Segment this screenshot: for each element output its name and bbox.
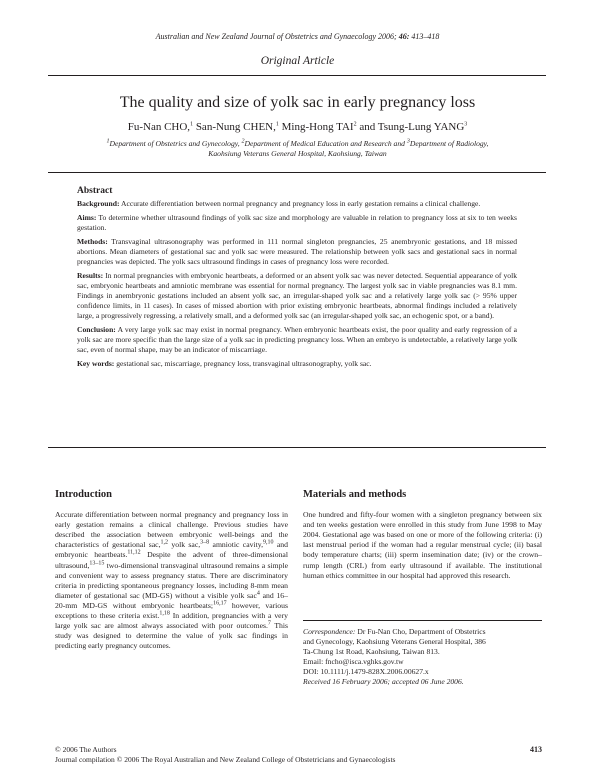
abstract-bottom-rule	[48, 447, 546, 448]
section-type: Original Article	[260, 55, 335, 67]
abstract-results: Results: In normal pregnancies with embryonic heartbeats, a deformed or an absent yolk sac was never detected. Sequential appearance of yolk sac, embryonic heartbeats and amniotic membrane was essential for normal pregnancy. The largest yolk sac in viable pregnancies was 8.1 mm. Findings in anembryonic gestations included an absent yolk sac, an irregular-shaped yolk sac and a relatively large yolk sac (> 95% upper confidence limits, in 11 cases). In cases of missed abortion with prior existing embryonic heartbeats, abnormal findings included a relatively large, a progressively regressing, a relatively small, and a deformed yolk sac (an irregular-shaped yolk sac, an echogenic spot, or a band).	[77, 271, 517, 320]
abstract-heading: Abstract	[77, 186, 113, 196]
methods-text: One hundred and fifty-four women with a singleton pregnancy between six and ten weeks gestation were enrolled in this study from June 1998 to May 2004. Gestational age was based on one or more of the following criteria: (i) last menstrual period if the woman had a regular menstrual cycle; (ii) basal body temperature charts; (iii) sperm insemination date; (iv) or the crown–rump length (CRL) from early ultrasound if available. The institutional human ethics committee in our hospital had approved this research.	[303, 510, 542, 580]
introduction-text: Accurate differentiation between normal pregnancy and pregnancy loss in early gestation remains a clinical challenge. Previous studies have described the association between embryonic well-beings and the characteristics of gestational sac,$^{1,2}$ yolk sac,$^{3-8}$ amniotic cavity,$^{9,10}$ and embryonic heartbeats.$^{11,12}$ Despite the advent of three-dimensional ultrasound,$^{13-15}$ two-dimensional transvaginal ultrasound remains a simple and convenient way to assess pregnancy status. There are discriminatory criteria in predicting spontaneous pregnancy losses, including 8-mm mean diameter of gestational sac (MD-GS) without a visible yolk sac$^4$ and 16–20-mm MD-GS without embryonic heartbeats;$^{16,17}$ however, various exceptions to these criteria exist.$^{1,18}$ In addition, pregnancies with a very large yolk sac are almost always associated with poor outcomes.$^7$ This study was designed to determine the value of yolk sac findings in predicting early pregnancy outcomes.	[55, 510, 288, 651]
journal-citation	[0, 32, 595, 41]
methods-section	[303, 490, 542, 581]
introduction-section	[55, 490, 288, 651]
correspondence-block	[303, 627, 542, 687]
page-number: 413	[530, 745, 542, 754]
abstract-methods: Methods: Transvaginal ultrasonography was performed in 111 normal singleton pregnancies, 25 anembryonic gestations, and 18 missed abortions. Mean diameters of gestational sac and yolk sac were measured. The relationship between yolk sacs and gestational sacs in normal pregnancies was depicted. The yolk sacs ultrasound findings in cases of pregnancy loss were recorded.	[77, 237, 517, 266]
author: San-Nung CHEN,	[193, 121, 276, 133]
author-list	[0, 121, 595, 133]
abstract-conclusion: Conclusion: A very large yolk sac may exist in normal pregnancy. When embryonic heartbeats exist, the poor quality and early regression of a yolk sac are more specific than the large size of a yolk sac in predicting pregnancy loss. When an embryo is undetectable, a relatively large yolk sac, even of normal shape, may be an indicator of miscarriage.	[77, 325, 517, 354]
abstract-top-rule	[48, 172, 546, 173]
abstract-aims: Aims: To determine whether ultrasound findings of yolk sac size and morphology are valuable in relation to pregnancy loss at six to ten weeks gestation.	[77, 213, 517, 232]
copyright-line: © 2006 The Authors	[55, 745, 117, 754]
article-title: The quality and size of yolk sac in early pregnancy loss	[119, 94, 476, 111]
affiliation-line: Kaohsiung Veterans General Hospital, Kaohsiung, Taiwan	[208, 149, 387, 158]
author: Fu-Nan CHO,	[127, 121, 191, 133]
doi: DOI: 10.1111/j.1479-828X.2006.00627.x	[303, 667, 429, 676]
author-affiliation-mark: 1	[190, 121, 194, 128]
correspondence-line: and Gynecology, Kaohsiung Veterans General Hospital, 386	[303, 637, 486, 646]
compilation-line: Journal compilation © 2006 The Royal Australian and New Zealand College of Obstetricians and Gynaecologists	[55, 755, 396, 764]
header-rule	[48, 75, 546, 76]
author-affiliation-mark: 1	[275, 121, 279, 128]
journal-pages: 413–418	[411, 32, 440, 41]
abstract-keywords: Key words: gestational sac, miscarriage, pregnancy loss, transvaginal ultrasonography, yolk sac.	[77, 359, 372, 368]
author: and Tsung-Lung YANG	[356, 121, 465, 133]
correspondence-email: Email: fncho@isca.vghks.gov.tw	[303, 657, 404, 666]
correspondence-line: Ta-Chung 1st Road, Kaohsiung, Taiwan 813.	[303, 647, 440, 656]
journal-volume: 46:	[398, 32, 410, 41]
affiliations	[60, 139, 535, 159]
abstract	[77, 186, 517, 373]
author-affiliation-mark: 3	[464, 121, 468, 128]
received-date: Received 16 February 2006; accepted 06 June 2006.	[303, 677, 464, 686]
author: Ming-Hong TAI	[278, 121, 354, 133]
correspondence-rule	[303, 620, 542, 621]
abstract-background: Background: Accurate differentiation between normal pregnancy and pregnancy loss in early gestation remains a clinical challenge.	[77, 199, 481, 208]
journal-name: Australian and New Zealand Journal of Obstetrics and Gynaecology 2006;	[155, 32, 397, 41]
affiliation-line: $^1$Department of Obstetrics and Gynecology, $^2$Department of Medical Education and Research and $^3$Department of Radiology,	[106, 138, 489, 148]
correspondence-line: Correspondence: Dr Fu-Nan Cho, Department of Obstetrics	[303, 627, 486, 636]
introduction-heading: Introduction	[55, 489, 112, 500]
methods-heading: Materials and methods	[303, 489, 407, 500]
author-affiliation-mark: 2	[353, 121, 357, 128]
footer-copyright	[55, 745, 395, 765]
